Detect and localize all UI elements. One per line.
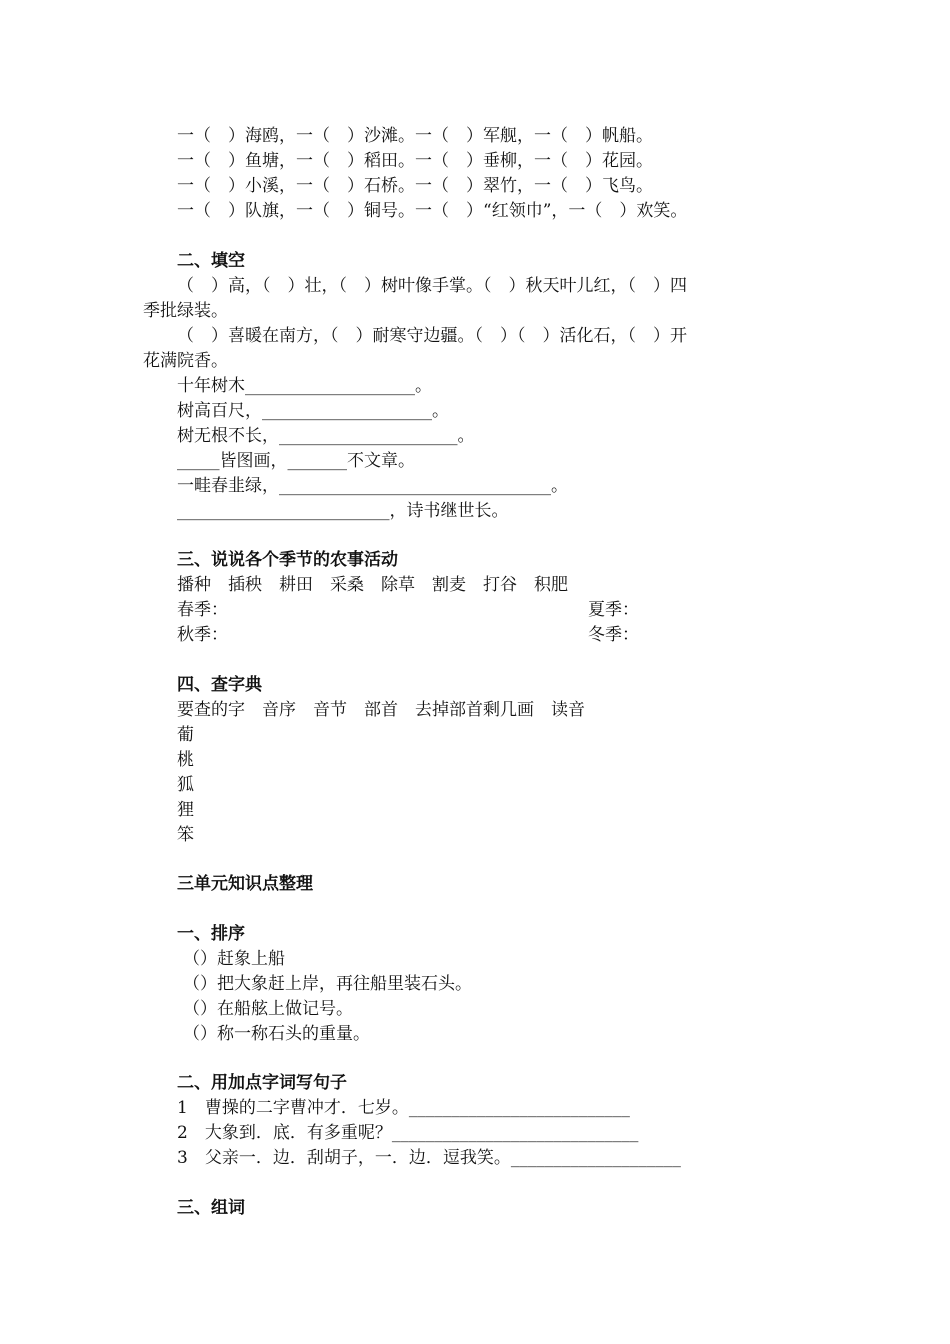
dictionary-columns: 要查的字 音序 音节 部首 去掉部首剩几画 读音 [177, 700, 585, 720]
tree-verse-line: 花满院香。 [143, 351, 228, 371]
sort-item: （）称一称石头的重量。 [183, 1024, 370, 1044]
farming-activities: 播种 插秧 耕田 采桑 除草 割麦 打谷 积肥 [177, 575, 568, 595]
sentence-item: 2 大象到．底．有多重呢？_____________________________ [177, 1123, 639, 1143]
proverb-line: _________________________，诗书继世长。 [177, 501, 509, 521]
sort-item: （）赶象上船 [183, 949, 285, 969]
tree-verse-line: （ ）高，（ ）壮，（ ）树叶像手掌。（ ）秋天叶儿红，（ ）四 [177, 276, 687, 296]
dictionary-char: 狐 [177, 775, 194, 795]
section-heading-farming: 三、说说各个季节的农事活动 [177, 550, 398, 570]
dictionary-char: 桃 [177, 750, 194, 770]
proverb-line: 十年树木____________________。 [177, 376, 432, 396]
proverb-line: _____皆图画，_______不文章。 [177, 451, 415, 471]
section-heading-sort: 一、排序 [177, 924, 245, 944]
season-winter-label: 冬季： [588, 625, 639, 645]
proverb-line: 树无根不长，_____________________。 [177, 426, 475, 446]
sort-item: （）把大象赶上岸，再往船里装石头。 [183, 974, 472, 994]
season-summer-label: 夏季： [588, 600, 639, 620]
tree-verse-line: （ ）喜暖在南方，（ ）耐寒守边疆。（ ）（ ）活化石，（ ）开 [177, 326, 687, 346]
unit3-title: 三单元知识点整理 [177, 874, 313, 894]
section-heading-words: 三、组词 [177, 1198, 245, 1218]
sentence-item: 3 父亲一．边．刮胡子，一．边．逗我笑。____________________ [177, 1148, 681, 1168]
section-heading-sentences: 二、用加点字词写句子 [177, 1073, 347, 1093]
measure-word-line: 一（ ）鱼塘，一（ ）稻田。一（ ）垂柳，一（ ）花园。 [177, 151, 653, 171]
measure-word-line: 一（ ）小溪，一（ ）石桥。一（ ）翠竹，一（ ）飞鸟。 [177, 176, 653, 196]
dictionary-char: 葡 [177, 725, 194, 745]
sort-item: （）在船舷上做记号。 [183, 999, 353, 1019]
season-spring-label: 春季： [177, 600, 228, 620]
dictionary-char: 狸 [177, 800, 194, 820]
sentence-item: 1 曹操的二字曹冲才．七岁。__________________________ [177, 1098, 630, 1118]
section-heading-fill-blank: 二、填空 [177, 251, 245, 271]
tree-verse-line: 季批绿装。 [143, 301, 228, 321]
season-autumn-label: 秋季： [177, 625, 228, 645]
proverb-line: 树高百尺，____________________。 [177, 401, 449, 421]
proverb-line: 一畦春韭绿，________________________________。 [177, 476, 568, 496]
dictionary-char: 笨 [177, 825, 194, 845]
measure-word-line: 一（ ）海鸥，一（ ）沙滩。一（ ）军舰，一（ ）帆船。 [177, 126, 653, 146]
section-heading-dictionary: 四、查字典 [177, 675, 262, 695]
measure-word-line: 一（ ）队旗，一（ ）铜号。一（ ）“红领巾”，一（ ）欢笑。 [177, 201, 688, 221]
